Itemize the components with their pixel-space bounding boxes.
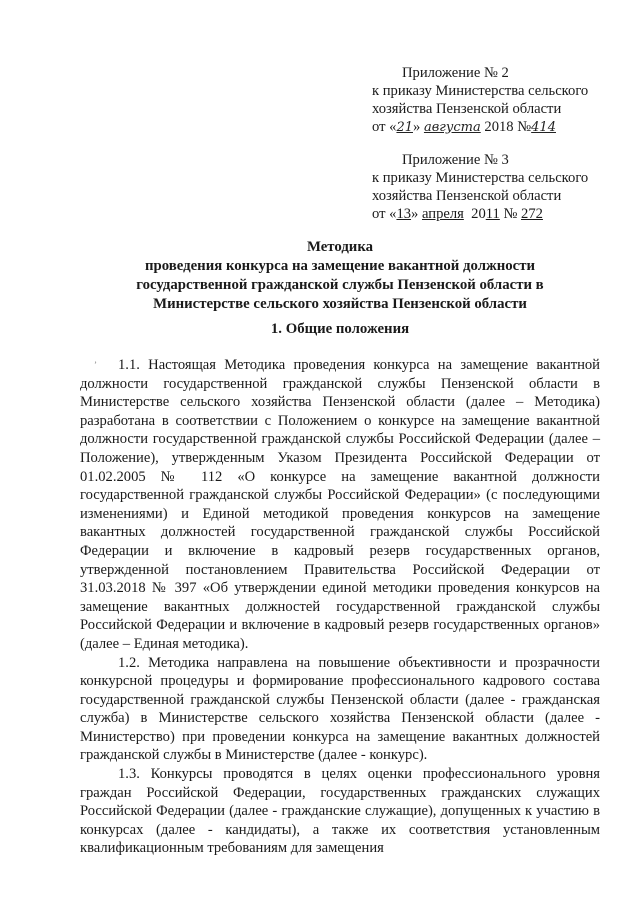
title-line-1: Методика (306, 239, 374, 255)
appendix-2-number: 414 (531, 120, 556, 135)
title-line-4: Министерстве сельского хозяйства Пензенской области (153, 296, 527, 312)
appendix-3-date-line (372, 205, 622, 223)
title-line-3: государственной гражданской службы Пензенской области в (136, 277, 544, 293)
appendix-2-day: 21 (396, 120, 413, 135)
appendix-3-date-mid: » (411, 206, 422, 222)
appendix-2-date-prefix: от « (372, 119, 397, 135)
title-line-2: проведения конкурса на замещение вакантной должности (144, 258, 536, 274)
appendix-3-year: 11 (485, 206, 500, 222)
appendix-3-month: апреля (421, 206, 464, 222)
appendix-2-date-line (372, 118, 622, 137)
section-heading: 1. Общие положения (270, 321, 410, 337)
paragraph-1-1: 1.1. Настоящая Методика проведения конкурса на замещение вакантной должности государственной гражданской службы Пензенской области в Министерстве сельского хозяйства Пензенской области (далее – Методика) разработана в соответствии с Положением о конкурсе на замещение вакантной должности государственной гражданской службы Российской Федерации (далее – Положение), утвержденным Указом Президента Российской Федерации от 01.02.2005 № 112 «О конкурсе на замещение вакантной должности государственной гражданской службы Российской Федерации» (с последующими изменениями) и Единой методикой проведения конкурсов на замещение вакантных должностей государственной гражданской службы Российской Федерации и включение в кадровый резерв государственных органов, утвержденной постановлением Правительства Российской Федерации от 31.03.2018 № 397 «Об утверждении единой методики проведения конкурсов на замещение вакантных должностей государственной гражданской службы Российской Федерации и включение в кадровый резерв государственных органов» (далее – Единая методика). (80, 357, 600, 652)
paragraph-1-2: 1.2. Методика направлена на повышение объективности и прозрачности конкурсной процедуры и формирование профессионального кадрового состава государственной гражданской службы Пензенской области (далее - гражданская служба) в Министерстве сельского хозяйства Пензенской области (далее - Министерство) при проведении конкурса на замещение вакантных должностей гражданской службы в Министерстве (далее - конкурс). (80, 654, 600, 764)
appendix-3-year-prefix: 20 (463, 206, 486, 222)
appendix-2-month: августа (423, 120, 481, 135)
appendix-3-day: 13 (396, 206, 412, 222)
appendix-3-order-line: к приказу Министерства сельского (372, 170, 589, 186)
appendix-3-title: Приложение № 3 (402, 152, 509, 168)
appendix-3-ministry-line: хозяйства Пензенской области (372, 188, 562, 204)
appendix-2-date-mid: » (412, 119, 421, 135)
appendix-2-title: Приложение № 2 (402, 65, 509, 81)
appendix-3-number-prefix: № (499, 206, 522, 222)
appendix-2-ministry-line: хозяйства Пензенской области (372, 101, 562, 117)
appendix-2-year: 2018 № (484, 119, 532, 135)
appendix-3-date-prefix: от « (372, 206, 397, 222)
appendix-3-number: 272 (521, 206, 543, 222)
document-title (80, 238, 600, 314)
appendix-2-order-line: к приказу Министерства сельского (372, 83, 589, 99)
paragraph-1-3: 1.3. Конкурсы проводятся в целях оценки профессионального уровня граждан Российской Федерации, государственных гражданских служащих Российской Федерации (далее - гражданские служащие), допущенных к участию в конкурсах (далее - кандидаты), а также их соответствия установленным квалификационным требованиям для замещения (80, 766, 600, 857)
section-body (80, 356, 600, 858)
appendix-2-header (372, 64, 622, 137)
margin-mark: ʼ (94, 360, 97, 370)
appendix-3-header (372, 151, 622, 223)
